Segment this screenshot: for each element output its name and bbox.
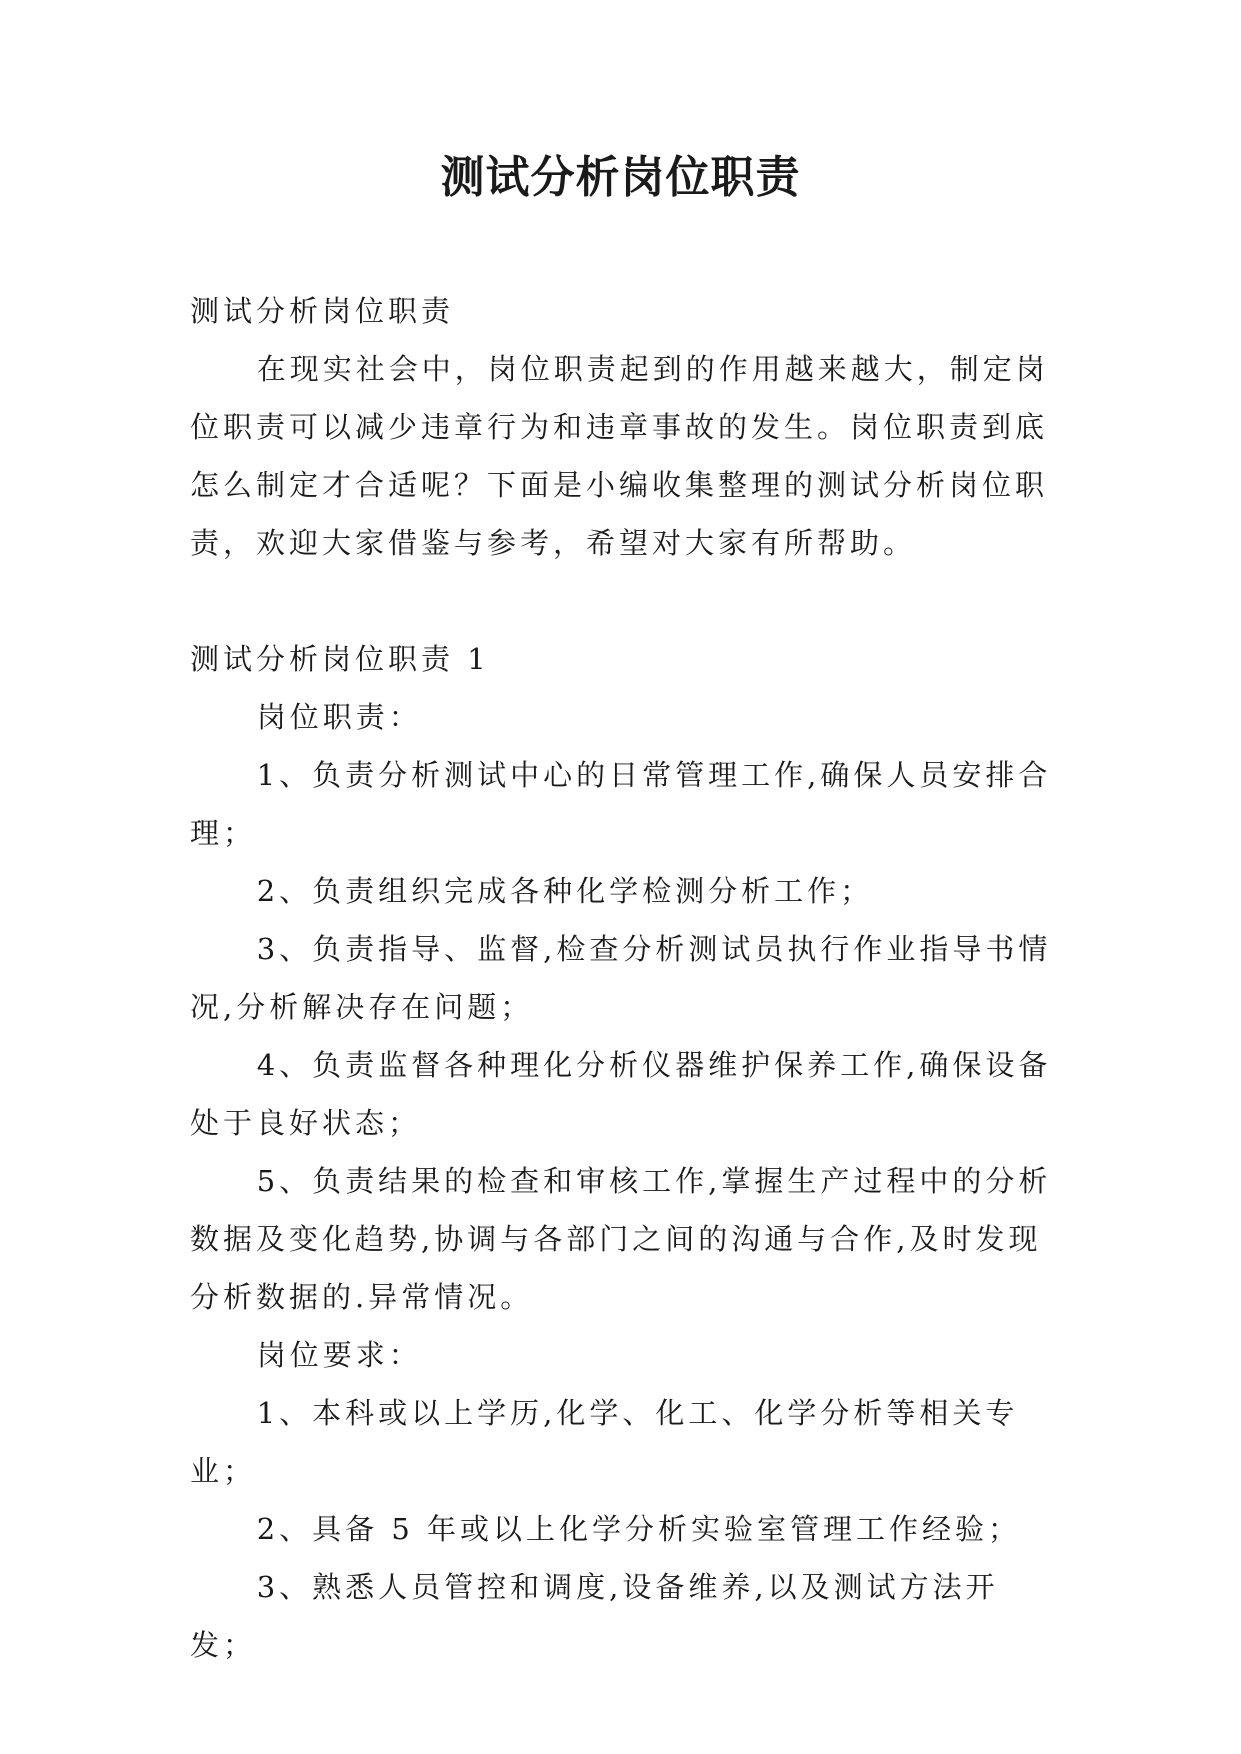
subheading-duties: 岗位职责： bbox=[256, 700, 422, 734]
duty-item: 3、负责指导、监督,检查分析测试员执行作业指导书情况,分析解决存在问题； bbox=[190, 932, 1052, 1024]
paragraph-heading: 测试分析岗位职责 bbox=[190, 294, 455, 328]
paragraph-intro: 在现实社会中，岗位职责起到的作用越来越大，制定岗位职责可以减少违章行为和违章事故的发生。岗位职责到底怎么制定才合适呢？下面是小编收集整理的测试分析岗位职责，欢迎大家借鉴与参考，希望对大家有所帮助。 bbox=[190, 352, 1049, 560]
section-heading: 测试分析岗位职责 1 bbox=[190, 642, 490, 676]
duty-item: 2、负责组织完成各种化学检测分析工作； bbox=[256, 874, 874, 908]
document-body bbox=[190, 282, 1060, 1674]
requirement-item: 3、熟悉人员管控和调度,设备维养,以及测试方法开发； bbox=[190, 1570, 999, 1662]
requirement-item: 1、本科或以上学历,化学、化工、化学分析等相关专业； bbox=[190, 1396, 1019, 1488]
requirement-item: 2、具备 5 年或以上化学分析实验室管理工作经验； bbox=[256, 1512, 1022, 1546]
duty-item: 1、负责分析测试中心的日常管理工作,确保人员安排合理； bbox=[190, 758, 1052, 850]
duty-item: 5、负责结果的检查和审核工作,掌握生产过程中的分析数据及变化趋势,协调与各部门之间的沟通与合作,及时发现分析数据的.异常情况。 bbox=[190, 1164, 1052, 1314]
subheading-requirements: 岗位要求： bbox=[256, 1338, 422, 1372]
document-title: 测试分析岗位职责 bbox=[440, 152, 801, 203]
duty-item: 4、负责监督各种理化分析仪器维护保养工作,确保设备处于良好状态； bbox=[190, 1048, 1052, 1140]
